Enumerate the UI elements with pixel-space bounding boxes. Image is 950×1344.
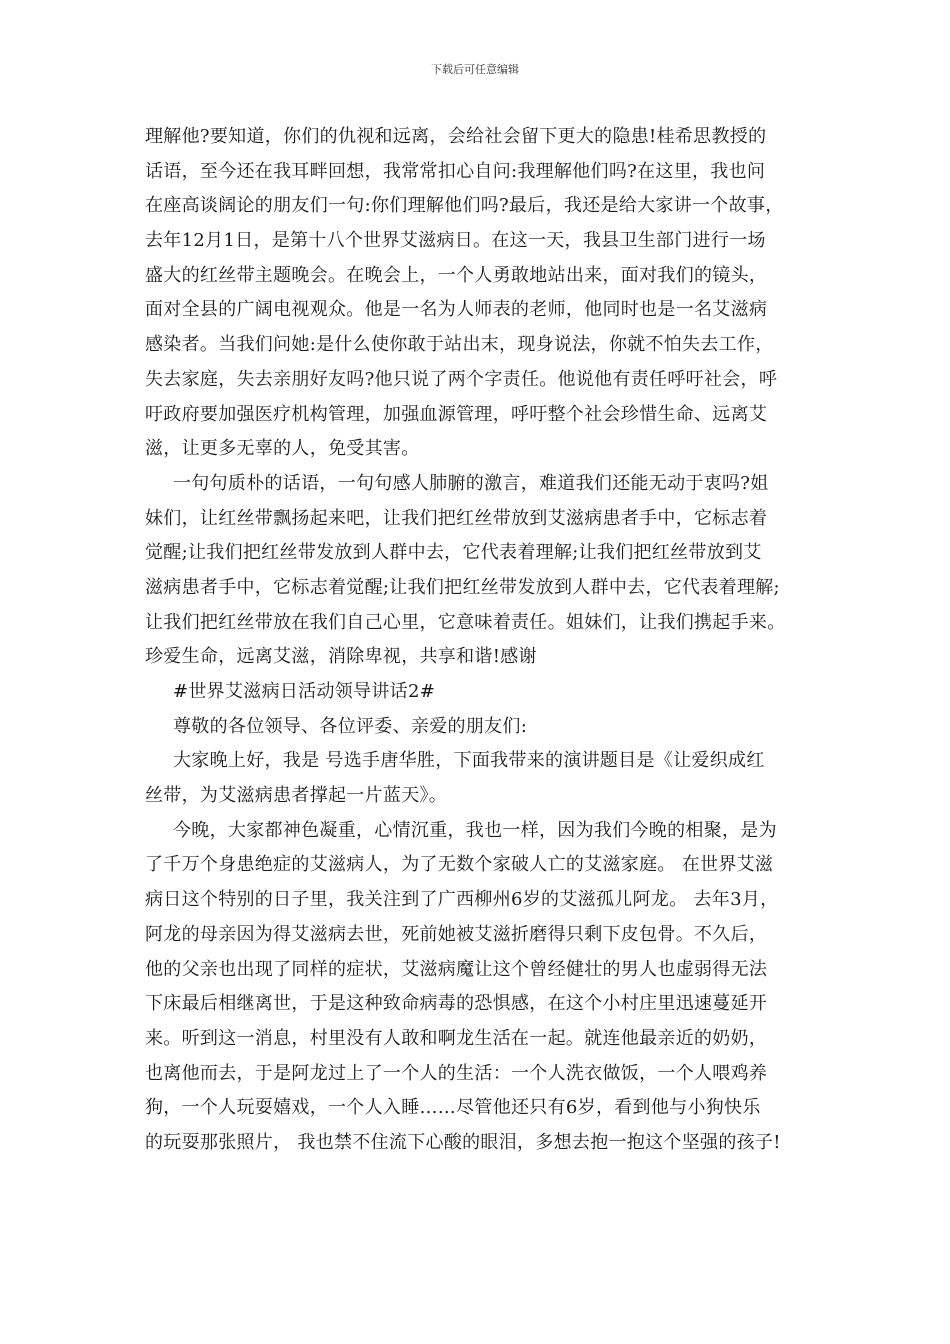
text-line: 珍爱生命，远离艾滋，消除卑视，共享和谐!感谢 (145, 646, 537, 668)
text-line: 面对全县的广阔电视观众。他是一名为人师表的老师，他同时也是一名艾滋病 (145, 299, 768, 321)
text-line: 今晚，大家都神色凝重，心情沉重，我也一样，因为我们今晚的相聚，是为 (173, 819, 777, 841)
text-line: 吁政府要加强医疗机构管理，加强血源管理，呼吁整个社会珍惜生命、远离艾 (145, 403, 768, 425)
text-line: 大家晚上好，我是 号选手唐华胜，下面我带来的演讲题目是《让爱织成红 (173, 750, 765, 772)
salutation: 尊敬的各位领导、各位评委、亲爱的朋友们: (173, 715, 528, 737)
text-line: 让我们把红丝带放在我们自己心里，它意味着责任。姐妹们，让我们携起手来。 (145, 611, 786, 633)
text-line: 失去家庭，失去亲朋好友吗?他只说了两个字责任。他说他有责任呼吁社会，呼 (145, 368, 778, 390)
text-line: 滋病患者手中，它标志着觉醒;让我们把红丝带发放到人群中去，它代表着理解; (145, 576, 780, 598)
text-line: 下床最后相继离世，于是这种致命病毒的恐惧感，在这个小村庄里迅速蔓延开 (145, 993, 768, 1015)
text-line: 盛大的红丝带主题晚会。在晚会上，一个人勇敢地站出来，面对我们的镜头， (145, 264, 768, 286)
text-line: 去年12月1日，是第十八个世界艾滋病日。在这一天，我县卫生部门进行一场 (145, 230, 766, 252)
text-line: 一句句质朴的话语，一句句感人肺腑的激言，难道我们还能无动于衷吗?姐 (173, 472, 769, 494)
page-header-note: 下载后可任意编辑 (431, 63, 519, 76)
text-line: 滋，让更多无辜的人，免受其害。 (145, 438, 420, 460)
section-heading: #世界艾滋病日活动领导讲话2# (173, 681, 436, 702)
text-line: 理解他?要知道，你们的仇视和远离，会给社会留下更大的隐患!桂希思教授的 (145, 126, 767, 147)
text-line: 狗，一个人玩耍嬉戏，一个人入睡……尽管他还只有6岁，看到他与小狗快乐 (145, 1097, 761, 1119)
text-line: 阿龙的母亲因为得艾滋病去世，死前她被艾滋折磨得只剩下皮包骨。不久后， (145, 923, 768, 945)
text-line: 在座高谈阔论的朋友们一句:你们理解他们吗?最后，我还是给大家讲一个故事， (145, 195, 784, 217)
text-line: 了千万个身患绝症的艾滋病人，为了无数个家破人亡的艾滋家庭。 在世界艾滋 (145, 854, 774, 876)
text-line: 丝带，为艾滋病患者撑起一片蓝天》。 (145, 785, 448, 807)
text-line: 觉醒;让我们把红丝带发放到人群中去，它代表着理解;让我们把红丝带放到艾 (145, 542, 762, 564)
text-line: 话语，至今还在我耳畔回想，我常常扣心自问:我理解他们吗?在这里，我也问 (145, 160, 766, 182)
text-line: 来。听到这一消息，村里没有人敢和啊龙生活在一起。就连他最亲近的奶奶， (145, 1027, 768, 1049)
text-line: 妹们，让红丝带飘扬起来吧，让我们把红丝带放到艾滋病患者手中，它标志着 (145, 507, 768, 529)
text-line: 的玩耍那张照片， 我也禁不住流下心酸的眼泪，多想去抱一抱这个坚强的孩子! (145, 1131, 781, 1153)
text-line: 感染者。当我们问她:是什么使你敢于站出末，现身说法，你就不怕失去工作， (145, 334, 774, 356)
text-line: 他的父亲也出现了同样的症状，艾滋病魔让这个曾经健壮的男人也虚弱得无法 (145, 958, 768, 980)
text-line: 病日这个特别的日子里，我关注到了广西柳州6岁的艾滋孤儿阿龙。 去年3月， (145, 889, 779, 911)
document-body (145, 120, 825, 1161)
text-line: 也离他而去，于是阿龙过上了一个人的生活：一个人洗衣做饭，一个人喂鸡养 (145, 1062, 768, 1084)
